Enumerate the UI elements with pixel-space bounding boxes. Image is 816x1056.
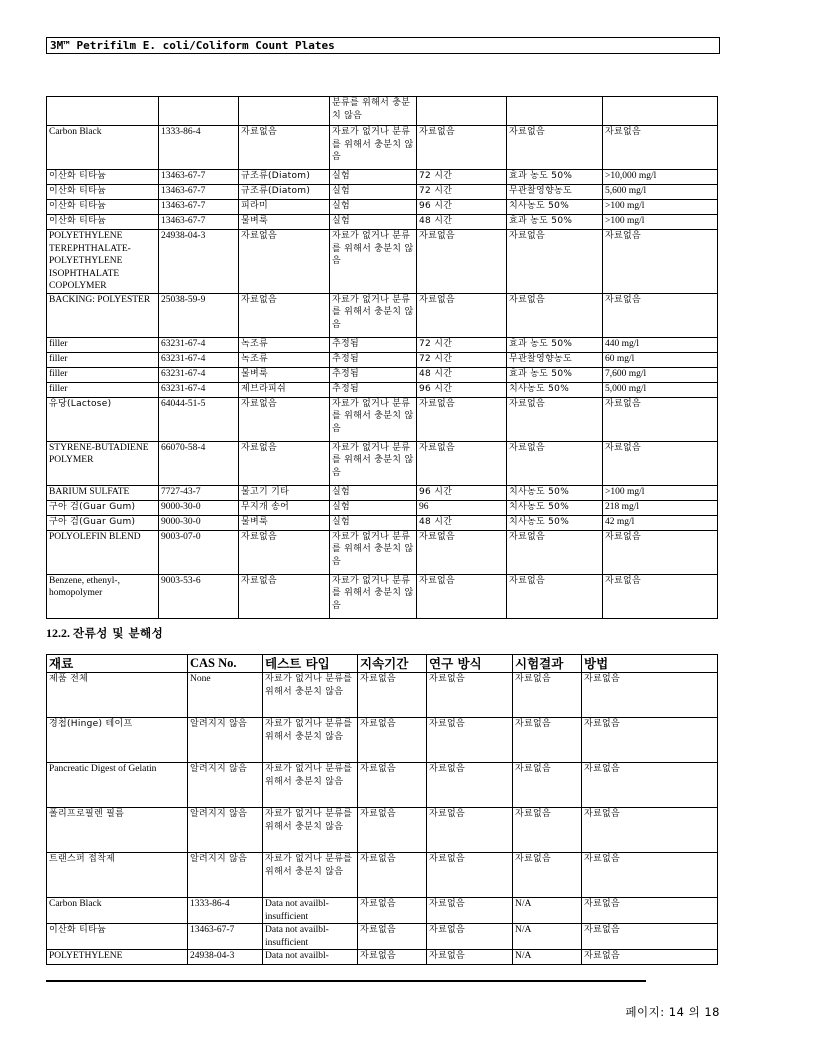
cell-value: 60 mg/l [603, 352, 718, 367]
cell-endpoint: 무관찰영향농도 [507, 352, 603, 367]
cell-cas: 알려지지 않음 [188, 853, 263, 898]
cell-value: 440 mg/l [603, 337, 718, 352]
cell-duration: 자료없음 [358, 853, 427, 898]
cell-study: 자료없음 [427, 673, 513, 718]
cell-result: 자료없음 [513, 718, 582, 763]
cell-method: 자료없음 [582, 898, 718, 924]
cell-test-type: 분류를 위해서 충분치 않음 [330, 97, 417, 126]
cell-duration: 48 시간 [417, 215, 507, 230]
table-row [47, 230, 718, 294]
cell-duration: 48 시간 [417, 515, 507, 530]
cell-study: 자료없음 [427, 808, 513, 853]
cell-material: 경첩(Hinge) 테이프 [47, 718, 188, 763]
cell-duration: 96 시간 [417, 485, 507, 500]
table-row [47, 215, 718, 230]
cell-endpoint: 치사농도 50% [507, 485, 603, 500]
cell-endpoint: 자료없음 [507, 441, 603, 485]
table-row [47, 500, 718, 515]
cell-study: 자료없음 [427, 763, 513, 808]
cell-duration: 자료없음 [358, 673, 427, 718]
cell-organism: 자료없음 [239, 574, 330, 618]
cell-organism: 물벼룩 [239, 515, 330, 530]
cell-endpoint: 치사농도 50% [507, 382, 603, 397]
table-row [47, 763, 718, 808]
cell-endpoint: 효과 농도 50% [507, 170, 603, 185]
cell-test-type: 자료가 없거나 분류를 위해서 충분치 않음 [330, 441, 417, 485]
cell-test-type: 실험 [330, 185, 417, 200]
cell-study: 자료없음 [427, 853, 513, 898]
table-row [47, 530, 718, 574]
table-row [47, 97, 718, 126]
cell-method: 자료없음 [582, 763, 718, 808]
cell-organism: 무지개 송어 [239, 500, 330, 515]
cell-material: 이산화 티타늄 [47, 924, 188, 950]
cell-endpoint: 자료없음 [507, 397, 603, 441]
cell-value: 자료없음 [603, 126, 718, 170]
table-row [47, 185, 718, 200]
cell-duration: 자료없음 [358, 924, 427, 950]
cell-value: >100 mg/l [603, 485, 718, 500]
cell-duration: 72 시간 [417, 337, 507, 352]
cell-value: 자료없음 [603, 397, 718, 441]
cell-material: POLYETHYLENE TEREPHTHALATE-POLYETHYLENE ISOPHTHALATE COPOLYMER [47, 230, 159, 294]
cell-cas: 1333-86-4 [188, 898, 263, 924]
table-row [47, 441, 718, 485]
cell-test-type: 실험 [330, 485, 417, 500]
cell-endpoint: 효과 농도 50% [507, 337, 603, 352]
cell-material: filler [47, 367, 159, 382]
cell-duration: 96 시간 [417, 382, 507, 397]
cell-value: 218 mg/l [603, 500, 718, 515]
cell-test-type: 자료가 없거나 분류를 위해서 충분치 않음 [330, 530, 417, 574]
cell-value: 자료없음 [603, 574, 718, 618]
cell-cas: 9000-30-0 [159, 515, 239, 530]
cell-cas: 1333-86-4 [159, 126, 239, 170]
footer-divider [46, 980, 646, 982]
col-header-material: 재료 [47, 655, 188, 673]
cell-endpoint: 치사농도 50% [507, 515, 603, 530]
cell-cas: 63231-67-4 [159, 367, 239, 382]
cell-value: >10,000 mg/l [603, 170, 718, 185]
cell-study: 자료없음 [427, 950, 513, 965]
cell-material: 트랜스퍼 접착제 [47, 853, 188, 898]
cell-organism: 자료없음 [239, 441, 330, 485]
table-row [47, 170, 718, 185]
cell-cas: 13463-67-7 [159, 170, 239, 185]
cell-result: 자료없음 [513, 673, 582, 718]
cell-test-type: 실험 [330, 200, 417, 215]
cell-test-type: 자료가 없거나 분류를 위해서 충분치 않음 [263, 673, 358, 718]
cell-material [47, 97, 159, 126]
cell-cas: 알려지지 않음 [188, 718, 263, 763]
table-row [47, 718, 718, 763]
cell-material: 제품 전체 [47, 673, 188, 718]
section-heading [46, 625, 163, 641]
cell-result: N/A [513, 898, 582, 924]
cell-endpoint: 자료없음 [507, 574, 603, 618]
cell-test-type: 자료가 없거나 분류를 위해서 충분치 않음 [263, 853, 358, 898]
cell-material: Carbon Black [47, 898, 188, 924]
cell-cas: 9000-30-0 [159, 500, 239, 515]
cell-organism: 피라미 [239, 200, 330, 215]
cell-material: STYRENE-BUTADIENE POLYMER [47, 441, 159, 485]
cell-cas: 13463-67-7 [159, 215, 239, 230]
section-title: 잔류성 및 분해성 [73, 626, 164, 640]
table-row [47, 200, 718, 215]
cell-value: 42 mg/l [603, 515, 718, 530]
cell-test-type: 실험 [330, 515, 417, 530]
cell-material: 이산화 티타늄 [47, 200, 159, 215]
cell-value: 5,600 mg/l [603, 185, 718, 200]
cell-value: 7,600 mg/l [603, 367, 718, 382]
table-row [47, 853, 718, 898]
cell-method: 자료없음 [582, 924, 718, 950]
cell-cas: 13463-67-7 [159, 200, 239, 215]
cell-test-type: Data not availbl- [263, 950, 358, 965]
cell-organism: 녹조류 [239, 337, 330, 352]
col-header-method: 방법 [582, 655, 718, 673]
table-row [47, 352, 718, 367]
cell-test-type: 추정됨 [330, 352, 417, 367]
cell-organism: 물고기 기타 [239, 485, 330, 500]
cell-duration: 자료없음 [417, 230, 507, 294]
cell-cas: None [188, 673, 263, 718]
cell-duration: 자료없음 [358, 898, 427, 924]
cell-test-type: Data not availbl-insufficient [263, 924, 358, 950]
cell-value: >100 mg/l [603, 215, 718, 230]
cell-organism: 자료없음 [239, 230, 330, 294]
cell-method: 자료없음 [582, 853, 718, 898]
cell-organism: 제브라피쉬 [239, 382, 330, 397]
col-header-test-type: 테스트 타입 [263, 655, 358, 673]
cell-duration: 자료없음 [417, 126, 507, 170]
cell-method: 자료없음 [582, 673, 718, 718]
cell-duration: 자료없음 [358, 808, 427, 853]
cell-material: Carbon Black [47, 126, 159, 170]
persistence-table [46, 654, 718, 965]
cell-value: 5,000 mg/l [603, 382, 718, 397]
cell-endpoint: 효과 농도 50% [507, 367, 603, 382]
cell-cas: 63231-67-4 [159, 352, 239, 367]
cell-value: 자료없음 [603, 441, 718, 485]
cell-duration: 자료없음 [417, 441, 507, 485]
cell-duration: 자료없음 [417, 574, 507, 618]
table-row [47, 808, 718, 853]
cell-material: POLYETHYLENE [47, 950, 188, 965]
cell-cas: 9003-53-6 [159, 574, 239, 618]
cell-result: 자료없음 [513, 763, 582, 808]
cell-cas: 알려지지 않음 [188, 808, 263, 853]
page-number: 페이지: 14 의 18 [625, 1005, 720, 1019]
cell-duration: 자료없음 [358, 950, 427, 965]
cell-test-type: 자료가 없거나 분류를 위해서 충분치 않음 [263, 808, 358, 853]
cell-test-type: 자료가 없거나 분류를 위해서 충분치 않음 [330, 126, 417, 170]
cell-endpoint: 효과 농도 50% [507, 215, 603, 230]
cell-endpoint: 자료없음 [507, 230, 603, 294]
section-number: 12.2. [46, 626, 70, 640]
cell-result: 자료없음 [513, 808, 582, 853]
cell-material: 폴리프로필렌 필름 [47, 808, 188, 853]
cell-material: BACKING: POLYESTER [47, 293, 159, 337]
table-row [47, 515, 718, 530]
cell-test-type: 자료가 없거나 분류를 위해서 충분치 않음 [263, 718, 358, 763]
table-row [47, 673, 718, 718]
cell-material: filler [47, 352, 159, 367]
cell-value: 자료없음 [603, 530, 718, 574]
cell-test-type: 자료가 없거나 분류를 위해서 충분치 않음 [263, 763, 358, 808]
cell-duration: 자료없음 [417, 293, 507, 337]
cell-value: >100 mg/l [603, 200, 718, 215]
cell-cas: 13463-67-7 [159, 185, 239, 200]
cell-value: 자료없음 [603, 230, 718, 294]
table-row [47, 367, 718, 382]
cell-duration: 96 시간 [417, 200, 507, 215]
cell-material: POLYOLEFIN BLEND [47, 530, 159, 574]
cell-cas: 7727-43-7 [159, 485, 239, 500]
cell-duration: 자료없음 [358, 718, 427, 763]
cell-study: 자료없음 [427, 718, 513, 763]
cell-value: 자료없음 [603, 293, 718, 337]
cell-material: 구아 검(Guar Gum) [47, 515, 159, 530]
cell-endpoint: 자료없음 [507, 126, 603, 170]
cell-study: 자료없음 [427, 924, 513, 950]
col-header-study: 연구 방식 [427, 655, 513, 673]
table-row [47, 950, 718, 965]
table-row [47, 126, 718, 170]
col-header-duration: 지속기간 [358, 655, 427, 673]
cell-test-type: 자료가 없거나 분류를 위해서 충분치 않음 [330, 397, 417, 441]
cell-duration: 72 시간 [417, 185, 507, 200]
cell-cas: 9003-07-0 [159, 530, 239, 574]
document-header-title: 3M™ Petrifilm E. coli/Coliform Count Plates [46, 37, 720, 54]
cell-organism: 자료없음 [239, 397, 330, 441]
cell-endpoint: 치사농도 50% [507, 200, 603, 215]
cell-cas: 63231-67-4 [159, 382, 239, 397]
cell-cas: 25038-59-9 [159, 293, 239, 337]
cell-duration [417, 97, 507, 126]
cell-duration: 72 시간 [417, 352, 507, 367]
cell-duration: 72 시간 [417, 170, 507, 185]
cell-test-type: Data not availbl-insufficient [263, 898, 358, 924]
cell-material: Benzene, ethenyl-, homopolymer [47, 574, 159, 618]
table-row [47, 382, 718, 397]
cell-cas [159, 97, 239, 126]
cell-duration: 자료없음 [417, 530, 507, 574]
cell-result: 자료없음 [513, 853, 582, 898]
cell-test-type: 추정됨 [330, 367, 417, 382]
cell-organism [239, 97, 330, 126]
table-header-row [47, 655, 718, 673]
col-header-cas: CAS No. [188, 655, 263, 673]
cell-study: 자료없음 [427, 898, 513, 924]
cell-duration: 96 [417, 500, 507, 515]
cell-cas: 24938-04-3 [188, 950, 263, 965]
cell-organism: 녹조류 [239, 352, 330, 367]
cell-duration: 자료없음 [358, 763, 427, 808]
table-row [47, 397, 718, 441]
cell-cas: 66070-58-4 [159, 441, 239, 485]
cell-test-type: 실험 [330, 170, 417, 185]
cell-material: filler [47, 382, 159, 397]
cell-organism: 자료없음 [239, 126, 330, 170]
cell-material: 이산화 티타늄 [47, 170, 159, 185]
cell-organism: 자료없음 [239, 293, 330, 337]
cell-duration: 자료없음 [417, 397, 507, 441]
cell-test-type: 추정됨 [330, 337, 417, 352]
table-row [47, 924, 718, 950]
cell-material: 구아 검(Guar Gum) [47, 500, 159, 515]
cell-cas: 13463-67-7 [188, 924, 263, 950]
cell-duration: 48 시간 [417, 367, 507, 382]
cell-method: 자료없음 [582, 718, 718, 763]
table-row [47, 485, 718, 500]
cell-result: N/A [513, 950, 582, 965]
cell-organism: 자료없음 [239, 530, 330, 574]
cell-test-type: 실험 [330, 215, 417, 230]
cell-organism: 규조류(Diatom) [239, 170, 330, 185]
cell-material: 유당(Lactose) [47, 397, 159, 441]
cell-endpoint: 무관찰영향농도 [507, 185, 603, 200]
cell-test-type: 추정됨 [330, 382, 417, 397]
cell-test-type: 실험 [330, 500, 417, 515]
cell-material: Pancreatic Digest of Gelatin [47, 763, 188, 808]
table-row [47, 574, 718, 618]
cell-organism: 물벼룩 [239, 215, 330, 230]
cell-material: filler [47, 337, 159, 352]
cell-cas: 64044-51-5 [159, 397, 239, 441]
cell-cas: 63231-67-4 [159, 337, 239, 352]
cell-method: 자료없음 [582, 950, 718, 965]
cell-cas: 24938-04-3 [159, 230, 239, 294]
cell-organism: 규조류(Diatom) [239, 185, 330, 200]
table-row [47, 337, 718, 352]
cell-endpoint: 자료없음 [507, 530, 603, 574]
cell-method: 자료없음 [582, 808, 718, 853]
table-row [47, 898, 718, 924]
cell-material: 이산화 티타늄 [47, 185, 159, 200]
col-header-result: 시험결과 [513, 655, 582, 673]
cell-material: 이산화 티타늄 [47, 215, 159, 230]
cell-value [603, 97, 718, 126]
cell-test-type: 자료가 없거나 분류를 위해서 충분치 않음 [330, 574, 417, 618]
cell-endpoint [507, 97, 603, 126]
cell-endpoint: 자료없음 [507, 293, 603, 337]
table-row [47, 293, 718, 337]
cell-cas: 알려지지 않음 [188, 763, 263, 808]
cell-test-type: 자료가 없거나 분류를 위해서 충분치 않음 [330, 230, 417, 294]
cell-result: N/A [513, 924, 582, 950]
cell-test-type: 자료가 없거나 분류를 위해서 충분치 않음 [330, 293, 417, 337]
ecotoxicity-table [46, 96, 718, 619]
cell-material: BARIUM SULFATE [47, 485, 159, 500]
cell-endpoint: 치사농도 50% [507, 500, 603, 515]
cell-organism: 물벼룩 [239, 367, 330, 382]
